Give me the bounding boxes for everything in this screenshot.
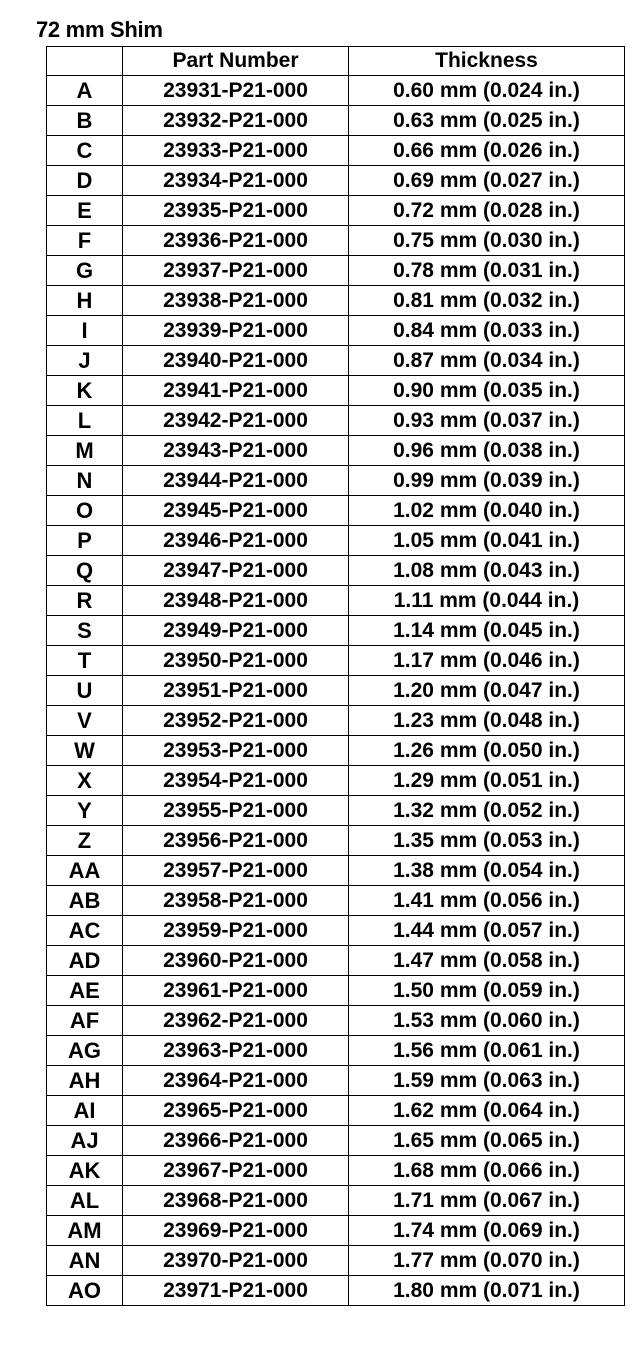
table-row <box>47 1186 625 1216</box>
table-row <box>47 556 625 586</box>
table-row <box>47 256 625 286</box>
table-row <box>47 406 625 436</box>
shim-letter: B <box>47 106 123 136</box>
part-number: 23963-P21-000 <box>123 1036 349 1066</box>
part-number: 23967-P21-000 <box>123 1156 349 1186</box>
shim-letter: I <box>47 316 123 346</box>
table-row <box>47 1216 625 1246</box>
shim-letter: S <box>47 616 123 646</box>
table-row <box>47 1066 625 1096</box>
part-number: 23968-P21-000 <box>123 1186 349 1216</box>
table-row <box>47 376 625 406</box>
part-number: 23952-P21-000 <box>123 706 349 736</box>
part-number: 23931-P21-000 <box>123 76 349 106</box>
part-number: 23936-P21-000 <box>123 226 349 256</box>
shim-letter: AH <box>47 1066 123 1096</box>
thickness: 1.44 mm (0.057 in.) <box>349 916 625 946</box>
part-number: 23970-P21-000 <box>123 1246 349 1276</box>
table-row <box>47 76 625 106</box>
table-row <box>47 796 625 826</box>
thickness: 1.23 mm (0.048 in.) <box>349 706 625 736</box>
table-row <box>47 826 625 856</box>
header-part-number: Part Number <box>123 47 349 76</box>
shim-letter: G <box>47 256 123 286</box>
part-number: 23947-P21-000 <box>123 556 349 586</box>
part-number: 23941-P21-000 <box>123 376 349 406</box>
thickness: 1.41 mm (0.056 in.) <box>349 886 625 916</box>
shim-letter: Q <box>47 556 123 586</box>
shim-letter: AD <box>47 946 123 976</box>
shim-letter: W <box>47 736 123 766</box>
thickness: 0.93 mm (0.037 in.) <box>349 406 625 436</box>
table-row <box>47 586 625 616</box>
thickness: 1.17 mm (0.046 in.) <box>349 646 625 676</box>
table-row <box>47 706 625 736</box>
shim-letter: N <box>47 466 123 496</box>
part-number: 23960-P21-000 <box>123 946 349 976</box>
shim-letter: J <box>47 346 123 376</box>
shim-letter: H <box>47 286 123 316</box>
part-number: 23935-P21-000 <box>123 196 349 226</box>
part-number: 23948-P21-000 <box>123 586 349 616</box>
shim-letter: Y <box>47 796 123 826</box>
table-row <box>47 946 625 976</box>
shim-letter: AJ <box>47 1126 123 1156</box>
header-thickness: Thickness <box>349 47 625 76</box>
table-row <box>47 976 625 1006</box>
table-row <box>47 106 625 136</box>
shim-letter: AO <box>47 1276 123 1306</box>
part-number: 23937-P21-000 <box>123 256 349 286</box>
page-title: 72 mm Shim <box>36 17 163 42</box>
table-row <box>47 346 625 376</box>
part-number: 23938-P21-000 <box>123 286 349 316</box>
thickness: 0.63 mm (0.025 in.) <box>349 106 625 136</box>
part-number: 23934-P21-000 <box>123 166 349 196</box>
part-number: 23959-P21-000 <box>123 916 349 946</box>
table-row <box>47 226 625 256</box>
part-number: 23953-P21-000 <box>123 736 349 766</box>
thickness: 0.99 mm (0.039 in.) <box>349 466 625 496</box>
thickness: 0.84 mm (0.033 in.) <box>349 316 625 346</box>
thickness: 1.68 mm (0.066 in.) <box>349 1156 625 1186</box>
part-number: 23939-P21-000 <box>123 316 349 346</box>
shim-letter: C <box>47 136 123 166</box>
part-number: 23944-P21-000 <box>123 466 349 496</box>
shim-letter: M <box>47 436 123 466</box>
thickness: 1.59 mm (0.063 in.) <box>349 1066 625 1096</box>
shim-letter: T <box>47 646 123 676</box>
table-body <box>47 76 625 1306</box>
table-row <box>47 1276 625 1306</box>
table-row <box>47 886 625 916</box>
part-number: 23964-P21-000 <box>123 1066 349 1096</box>
part-number: 23950-P21-000 <box>123 646 349 676</box>
table-row <box>47 1156 625 1186</box>
table-row <box>47 316 625 346</box>
shim-letter: A <box>47 76 123 106</box>
shim-letter: AL <box>47 1186 123 1216</box>
thickness: 1.26 mm (0.050 in.) <box>349 736 625 766</box>
shim-letter: L <box>47 406 123 436</box>
thickness: 0.87 mm (0.034 in.) <box>349 346 625 376</box>
part-number: 23940-P21-000 <box>123 346 349 376</box>
thickness: 0.60 mm (0.024 in.) <box>349 76 625 106</box>
thickness: 1.47 mm (0.058 in.) <box>349 946 625 976</box>
table-row <box>47 136 625 166</box>
shim-letter: AC <box>47 916 123 946</box>
part-number: 23933-P21-000 <box>123 136 349 166</box>
thickness: 0.72 mm (0.028 in.) <box>349 196 625 226</box>
table-row <box>47 1036 625 1066</box>
table-row <box>47 616 625 646</box>
shim-letter: O <box>47 496 123 526</box>
header-letter <box>47 47 123 76</box>
table-row <box>47 676 625 706</box>
thickness: 0.69 mm (0.027 in.) <box>349 166 625 196</box>
shim-letter: AM <box>47 1216 123 1246</box>
table-row <box>47 466 625 496</box>
thickness: 1.56 mm (0.061 in.) <box>349 1036 625 1066</box>
thickness: 1.11 mm (0.044 in.) <box>349 586 625 616</box>
thickness: 1.74 mm (0.069 in.) <box>349 1216 625 1246</box>
table-row <box>47 916 625 946</box>
part-number: 23942-P21-000 <box>123 406 349 436</box>
part-number: 23932-P21-000 <box>123 106 349 136</box>
thickness: 1.38 mm (0.054 in.) <box>349 856 625 886</box>
part-number: 23956-P21-000 <box>123 826 349 856</box>
thickness: 1.02 mm (0.040 in.) <box>349 496 625 526</box>
part-number: 23957-P21-000 <box>123 856 349 886</box>
shim-letter: U <box>47 676 123 706</box>
table-row <box>47 166 625 196</box>
thickness: 0.78 mm (0.031 in.) <box>349 256 625 286</box>
table-row <box>47 736 625 766</box>
shim-letter: F <box>47 226 123 256</box>
thickness: 1.53 mm (0.060 in.) <box>349 1006 625 1036</box>
table-row <box>47 1246 625 1276</box>
shim-letter: P <box>47 526 123 556</box>
shim-letter: AE <box>47 976 123 1006</box>
shim-letter: Z <box>47 826 123 856</box>
thickness: 1.14 mm (0.045 in.) <box>349 616 625 646</box>
header-row <box>47 47 625 76</box>
thickness: 0.75 mm (0.030 in.) <box>349 226 625 256</box>
thickness: 0.90 mm (0.035 in.) <box>349 376 625 406</box>
thickness: 1.29 mm (0.051 in.) <box>349 766 625 796</box>
table-row <box>47 526 625 556</box>
thickness: 1.80 mm (0.071 in.) <box>349 1276 625 1306</box>
shim-letter: AF <box>47 1006 123 1036</box>
shim-letter: R <box>47 586 123 616</box>
shim-letter: AG <box>47 1036 123 1066</box>
thickness: 0.66 mm (0.026 in.) <box>349 136 625 166</box>
table-row <box>47 196 625 226</box>
part-number: 23954-P21-000 <box>123 766 349 796</box>
thickness: 1.05 mm (0.041 in.) <box>349 526 625 556</box>
table-row <box>47 286 625 316</box>
part-number: 23945-P21-000 <box>123 496 349 526</box>
thickness: 1.20 mm (0.047 in.) <box>349 676 625 706</box>
shim-letter: AK <box>47 1156 123 1186</box>
thickness: 0.96 mm (0.038 in.) <box>349 436 625 466</box>
part-number: 23958-P21-000 <box>123 886 349 916</box>
thickness: 1.65 mm (0.065 in.) <box>349 1126 625 1156</box>
thickness: 1.62 mm (0.064 in.) <box>349 1096 625 1126</box>
part-number: 23943-P21-000 <box>123 436 349 466</box>
shim-letter: V <box>47 706 123 736</box>
table-row <box>47 496 625 526</box>
shim-table <box>46 46 625 1306</box>
shim-letter: AA <box>47 856 123 886</box>
shim-letter: K <box>47 376 123 406</box>
table-row <box>47 1096 625 1126</box>
thickness: 1.50 mm (0.059 in.) <box>349 976 625 1006</box>
table-row <box>47 1006 625 1036</box>
table-row <box>47 766 625 796</box>
part-number: 23961-P21-000 <box>123 976 349 1006</box>
table-row <box>47 646 625 676</box>
shim-letter: E <box>47 196 123 226</box>
thickness: 1.08 mm (0.043 in.) <box>349 556 625 586</box>
table-row <box>47 856 625 886</box>
shim-letter: AN <box>47 1246 123 1276</box>
part-number: 23951-P21-000 <box>123 676 349 706</box>
shim-letter: D <box>47 166 123 196</box>
part-number: 23966-P21-000 <box>123 1126 349 1156</box>
part-number: 23949-P21-000 <box>123 616 349 646</box>
thickness: 1.32 mm (0.052 in.) <box>349 796 625 826</box>
table-row <box>47 1126 625 1156</box>
part-number: 23955-P21-000 <box>123 796 349 826</box>
shim-letter: AB <box>47 886 123 916</box>
thickness: 1.77 mm (0.070 in.) <box>349 1246 625 1276</box>
part-number: 23962-P21-000 <box>123 1006 349 1036</box>
thickness: 1.71 mm (0.067 in.) <box>349 1186 625 1216</box>
thickness: 1.35 mm (0.053 in.) <box>349 826 625 856</box>
shim-letter: X <box>47 766 123 796</box>
part-number: 23971-P21-000 <box>123 1276 349 1306</box>
thickness: 0.81 mm (0.032 in.) <box>349 286 625 316</box>
part-number: 23946-P21-000 <box>123 526 349 556</box>
shim-letter: AI <box>47 1096 123 1126</box>
part-number: 23969-P21-000 <box>123 1216 349 1246</box>
part-number: 23965-P21-000 <box>123 1096 349 1126</box>
table-row <box>47 436 625 466</box>
